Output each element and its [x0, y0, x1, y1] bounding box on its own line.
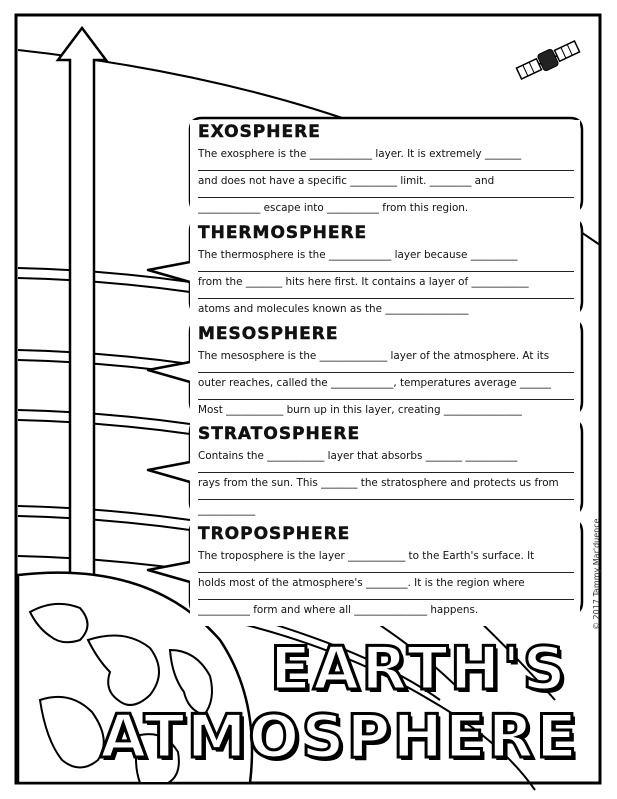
stratosphere-heading: STRATOSPHERE — [198, 424, 361, 444]
up-arrow-icon — [58, 28, 106, 600]
title-line-2: ATMOSPHERE — [100, 702, 579, 772]
troposphere-arc-1 — [18, 506, 190, 520]
stratosphere-arc-2 — [18, 420, 190, 434]
troposphere-line-3: __________ form and where all ______________ happens. — [198, 604, 479, 616]
thermosphere-line-1: The thermosphere is the ____________ layer because _________ — [198, 245, 574, 272]
stratosphere-line-1: Contains the ___________ layer that absorbs _______ __________ — [198, 446, 574, 473]
stratosphere-line-2: rays from the sun. This _______ the stratosphere and protects us from — [198, 473, 574, 500]
mesosphere-line-1: The mesosphere is the _____________ layer of the atmosphere. At its — [198, 346, 574, 373]
thermosphere-arc-2 — [18, 278, 190, 292]
stratosphere-arc-1 — [18, 410, 190, 424]
satellite-icon — [515, 38, 581, 81]
troposphere-heading: TROPOSPHERE — [198, 524, 351, 544]
stratosphere-panel — [190, 422, 580, 526]
thermosphere-panel — [190, 221, 580, 325]
exosphere-line-2: and does not have a specific _________ limit. ________ and — [198, 171, 574, 198]
mesosphere-line-2: outer reaches, called the ____________, temperatures average ______ — [198, 373, 574, 400]
exosphere-panel — [190, 120, 580, 224]
exosphere-line-3: ____________ escape into __________ from this region. — [198, 202, 469, 214]
mesosphere-heading: MESOSPHERE — [198, 324, 339, 344]
stratosphere-line-3: ___________ — [198, 504, 256, 516]
troposphere-arc-2 — [18, 516, 190, 530]
thermosphere-heading: THERMOSPHERE — [198, 223, 368, 243]
mesosphere-line-3: Most ___________ burn up in this layer, creating _______________ — [198, 404, 522, 416]
thermosphere-line-3: atoms and molecules known as the ________________ — [198, 303, 469, 315]
troposphere-line-2: holds most of the atmosphere's ________. It is the region where — [198, 573, 574, 600]
exosphere-line-1: The exosphere is the ____________ layer. It is extremely _______ — [198, 144, 574, 171]
copyright-credit: © 2017 Tammy Mar'duence — [592, 518, 601, 630]
mesosphere-arc-1 — [18, 350, 190, 364]
troposphere-panel — [190, 522, 580, 626]
thermosphere-line-2: from the _______ hits here first. It contains a layer of ___________ — [198, 272, 574, 299]
troposphere-line-1: The troposphere is the layer ___________ to the Earth's surface. It — [198, 546, 574, 573]
mesosphere-panel — [190, 322, 580, 426]
title-line-1: EARTH'S — [270, 634, 568, 704]
exosphere-heading: EXOSPHERE — [198, 122, 321, 142]
